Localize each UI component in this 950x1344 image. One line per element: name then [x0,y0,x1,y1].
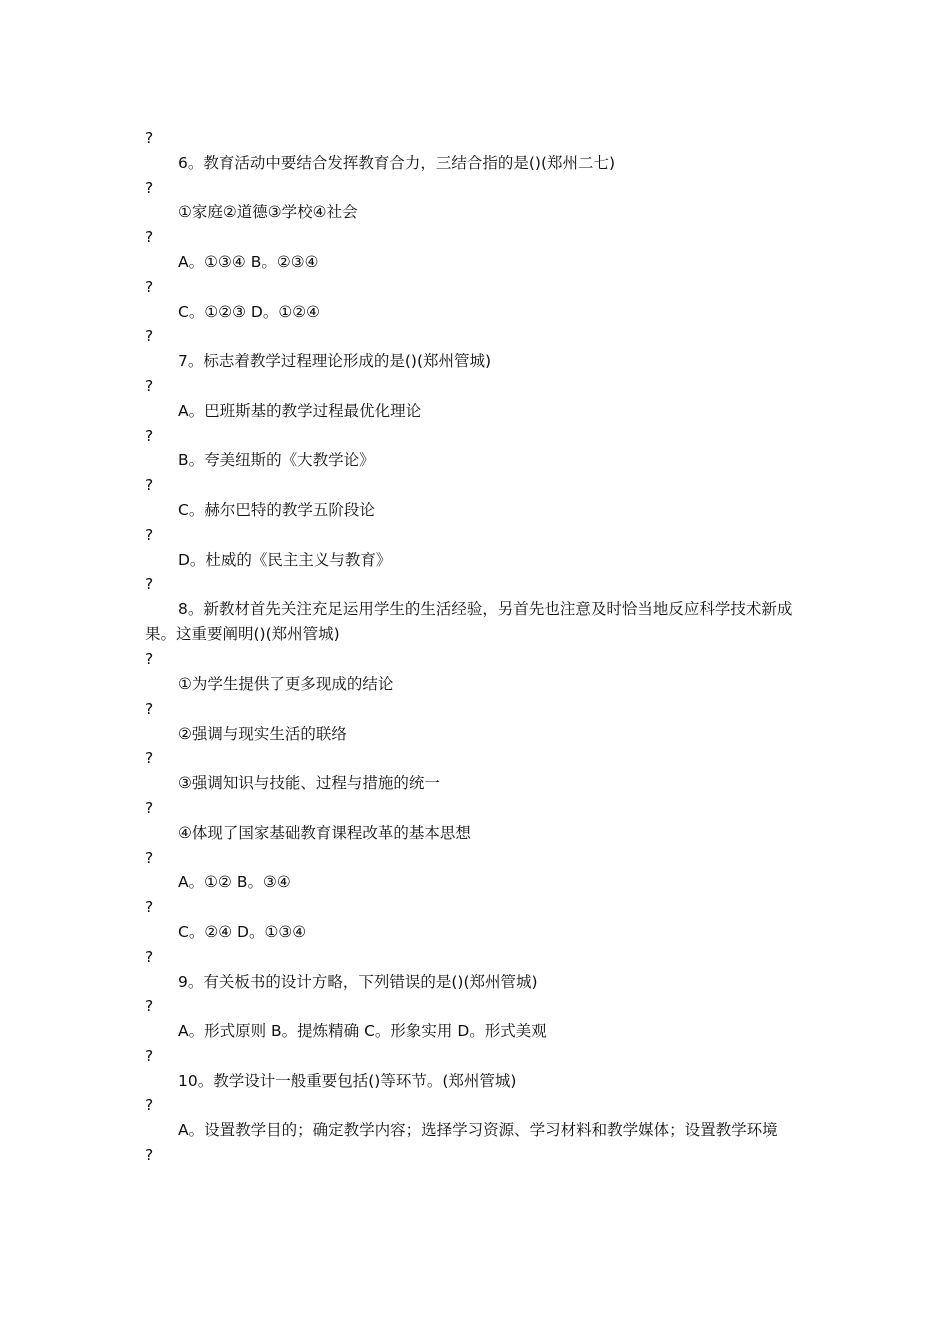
question-6-stem: 6。教育活动中要结合发挥教育合力，三结合指的是()(郑州二七) [178,153,616,172]
question-mark: ? [145,1096,154,1115]
question-8-item-4: ④体现了国家基础教育课程改革的基本思想 [178,823,471,842]
question-8-stem: 8。新教材首先关注充足运用学生的生活经验，另首先也注意及时恰当地反应科学技术新成果。这重要阐明()(郑州管城) [145,600,793,644]
question-6-options-cd: C。①②③ D。①②④ [178,302,321,321]
document-body [145,126,805,1168]
question-mark: ? [145,798,154,817]
question-10-option-a: A。设置教学目的；确定教学内容；选择学习资源、学习材料和教学媒体；设置教学环境 [178,1121,778,1140]
question-7-option-b: B。夸美纽斯的《大教学论》 [178,451,375,470]
question-mark: ? [145,848,154,867]
question-7-stem: 7。标志着教学过程理论形成的是()(郑州管城) [178,352,492,371]
question-mark: ? [145,178,154,197]
question-mark: ? [145,426,154,445]
question-mark: ? [145,749,154,768]
question-mark: ? [145,228,154,247]
question-8-item-1: ①为学生提供了更多现成的结论 [178,674,394,693]
question-mark: ? [145,947,154,966]
question-mark: ? [145,898,154,917]
question-8-options-cd: C。②④ D。①③④ [178,922,307,941]
question-6-items: ①家庭②道德③学校④社会 [178,203,358,222]
question-mark: ? [145,525,154,544]
question-mark: ? [145,476,154,495]
question-7-option-a: A。巴班斯基的教学过程最优化理论 [178,401,422,420]
question-6-options-ab: A。①③④ B。②③④ [178,252,319,271]
question-mark: ? [145,129,154,147]
question-mark: ? [145,1146,154,1165]
question-mark: ? [145,376,154,395]
question-9-stem: 9。有关板书的设计方略，下列错误的是()(郑州管城) [178,972,538,991]
question-mark: ? [145,327,154,346]
question-mark: ? [145,575,154,594]
question-mark: ? [145,997,154,1016]
question-mark: ? [145,1046,154,1065]
question-mark: ? [145,277,154,296]
question-mark: ? [145,699,154,718]
question-10-stem: 10。教学设计一般重要包括()等环节。(郑州管城) [178,1071,517,1090]
question-8-item-2: ②强调与现实生活的联络 [178,724,347,743]
question-8-item-3: ③强调知识与技能、过程与措施的统一 [178,774,440,793]
question-8-options-ab: A。①② B。③④ [178,873,291,892]
question-9-options: A。形式原则 B。提炼精确 C。形象实用 D。形式美观 [178,1022,547,1041]
question-mark: ? [145,650,154,669]
question-7-option-c: C。赫尔巴特的教学五阶段论 [178,500,375,519]
question-7-option-d: D。杜威的《民主主义与教育》 [178,550,392,569]
